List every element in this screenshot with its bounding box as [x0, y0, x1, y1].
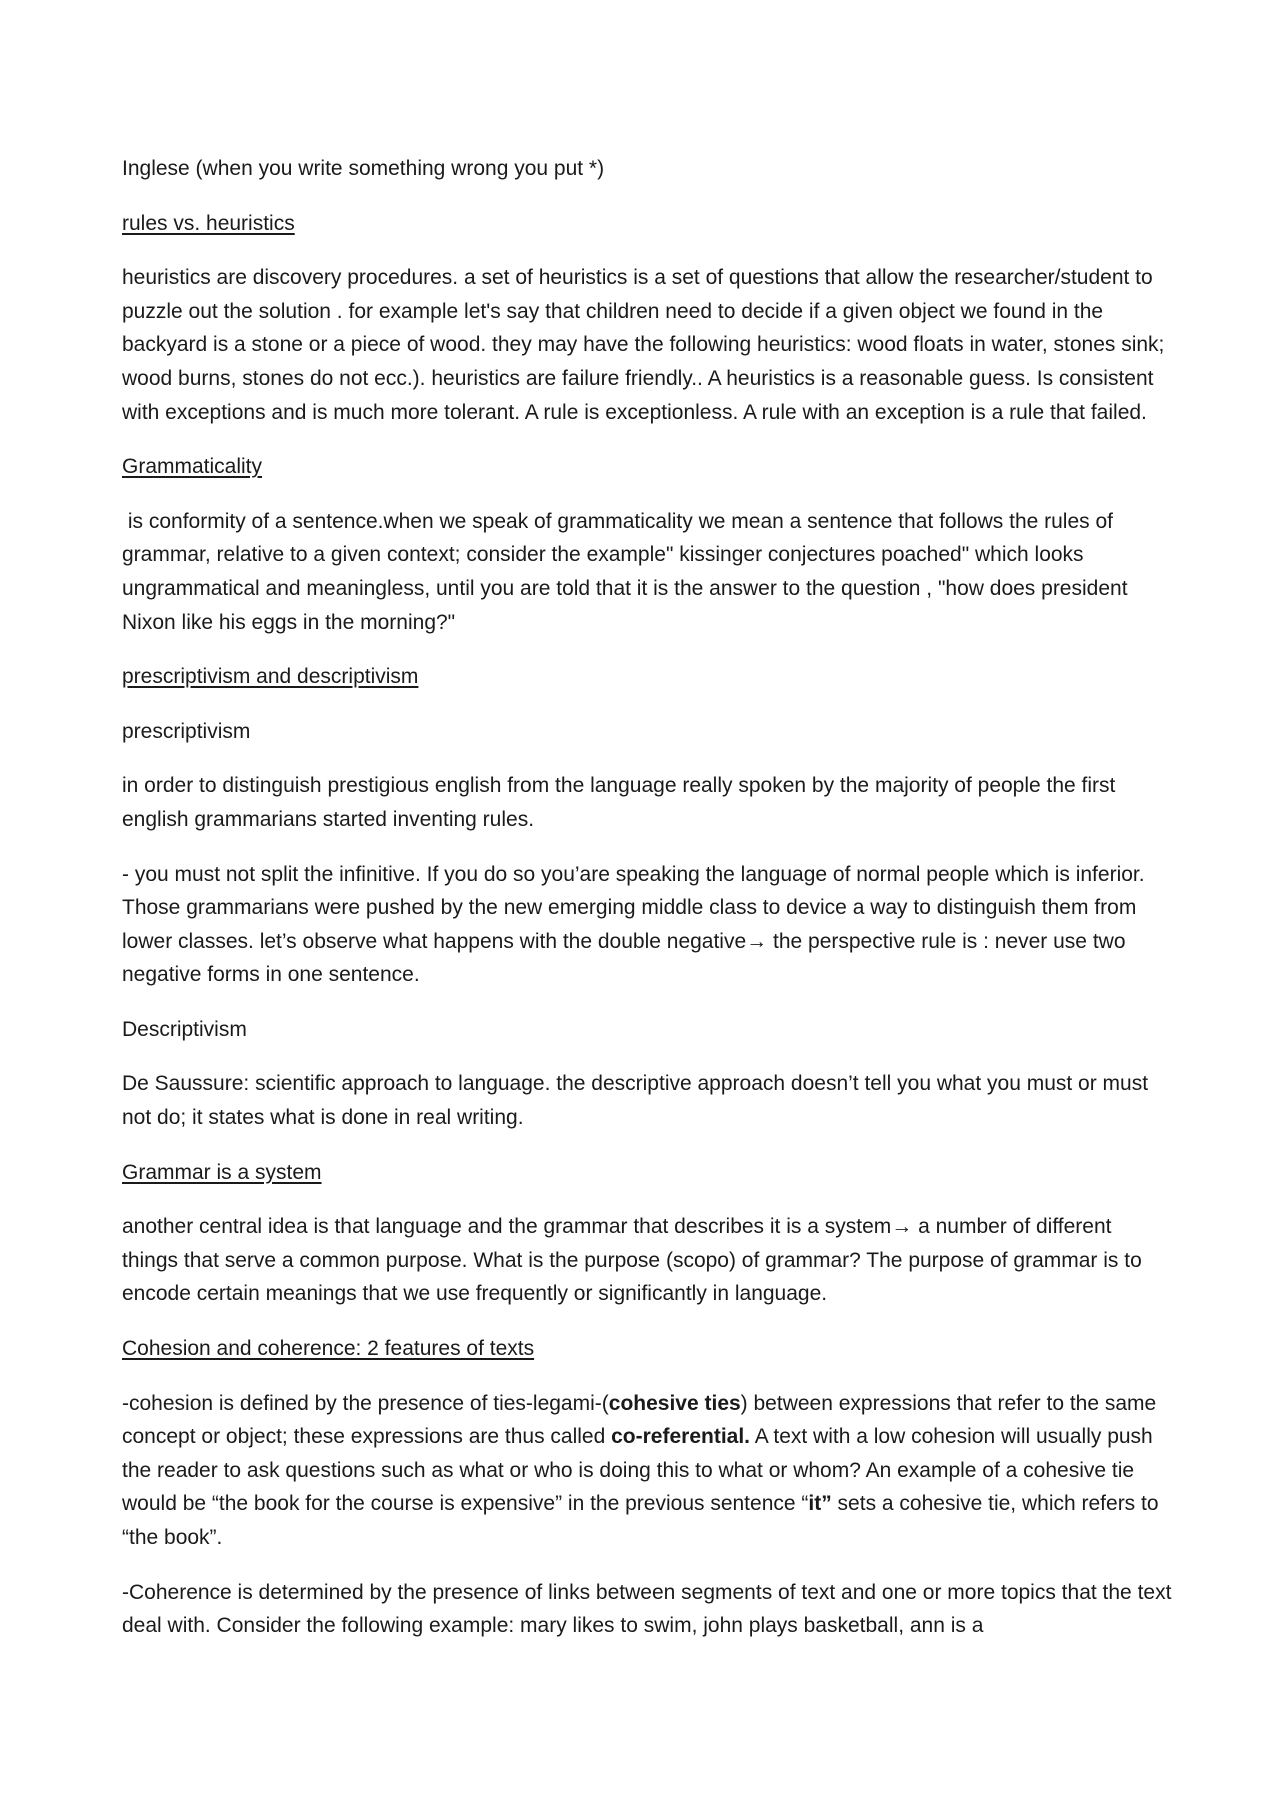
- paragraph-grammaticality: is conformity of a sentence.when we speak of grammaticality we mean a sentence that follows the rules of grammar, relative to a given context; consider the example" kissinger conjectures poached" which looks ungrammatical and meaningless, until you are told that it is the answer to the question , "how does president Nixon like his eggs in the morning?": [122, 509, 1134, 634]
- paragraph-descriptivism: De Saussure: scientific approach to language. the descriptive approach doesn’t tell you what you must or must not do; it states what is done in real writing.: [122, 1072, 1149, 1130]
- heading-cohesion-coherence: Cohesion and coherence: 2 features of texts: [122, 1337, 535, 1361]
- cohesion-text-4: sets a cohesive tie, which refers to “the book”.: [122, 1492, 1159, 1549]
- heading-rules-vs-heuristics: rules vs. heuristics: [122, 211, 295, 235]
- cohesion-bold-co-referential: co-referential.: [611, 1425, 751, 1449]
- cohesion-text-3: A text with a low cohesion will usually push the reader to ask questions such as what or who is doing this to what or whom? An example of a cohesive tie would be “the book for the course is expensive” in the previous sentence “: [122, 1425, 1153, 1516]
- paragraph-grammar-system: another central idea is that language and the grammar that describes it is a system→ a number of different things that serve a common purpose. What is the purpose (scopo) of grammar? The purpose of grammar is to encode certain meanings that we use frequently or significantly in language.: [122, 1215, 1142, 1306]
- cohesion-text-2: ) between expressions that refer to the same concept or object; these expressions are thus called: [122, 1391, 1157, 1449]
- paragraph-cohesion: [122, 1387, 1172, 1555]
- paragraph-prescriptivism-2: - you must not split the infinitive. If you do so you’are speaking the language of normal people which is inferior. Those grammarians were pushed by the new emerging middle class to device a way to distinguish them from lower classes. let’s observe what happens with the double negative→ the perspective rule is : never use two negative forms in one sentence.: [122, 862, 1145, 987]
- document-title: Inglese (when you write something wrong you put *): [122, 157, 605, 180]
- paragraph-heuristics: heuristics are discovery procedures. a set of heuristics is a set of questions that allow the researcher/student to puzzle out the solution . for example let's say that children need to decide if a given object we found in the backyard is a stone or a piece of wood. they may have the following heuristics: wood floats in water, stones sink; wood burns, stones do not ecc.). heuristics are failure friendly.. A heuristics is a reasonable guess. Is consistent with exceptions and is much more tolerant. A rule is exceptionless. A rule with an exception is a rule that failed.: [122, 266, 1165, 424]
- heading-prescriptivism-descriptivism: prescriptivism and descriptivism: [122, 665, 419, 689]
- paragraph-prescriptivism-1: in order to distinguish prestigious english from the language really spoken by the majority of people the first english grammarians started inventing rules.: [122, 774, 1116, 831]
- subheading-descriptivism: Descriptivism: [122, 1017, 247, 1041]
- paragraph-coherence: -Coherence is determined by the presence of links between segments of text and one or more topics that the text deal with. Consider the following example: mary likes to swim, john plays basketball, ann is a: [122, 1580, 1172, 1638]
- heading-grammar-system: Grammar is a system: [122, 1160, 322, 1184]
- cohesion-bold-cohesive-ties: cohesive ties: [608, 1391, 741, 1415]
- cohesion-text-1: -cohesion is defined by the presence of ties-legami-(: [122, 1391, 609, 1415]
- heading-grammaticality: Grammaticality: [122, 455, 263, 479]
- cohesion-bold-it: it”: [808, 1492, 832, 1516]
- subheading-prescriptivism: prescriptivism: [122, 719, 251, 743]
- document-page: [122, 152, 1172, 1664]
